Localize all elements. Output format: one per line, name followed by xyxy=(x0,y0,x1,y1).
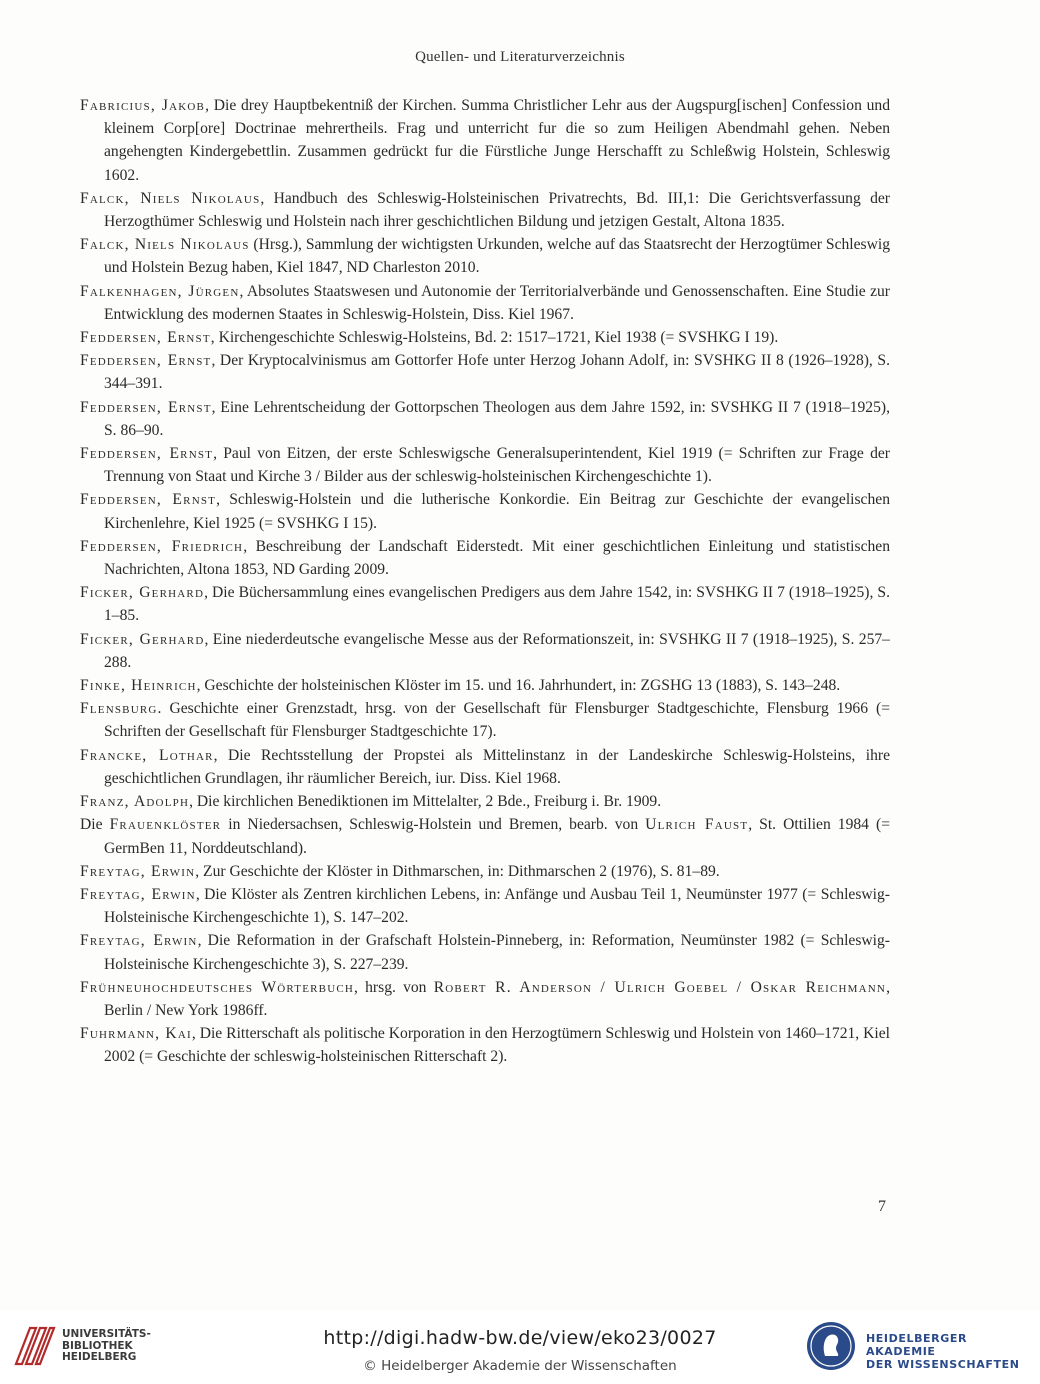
entry-text: in Niedersachsen, Schleswig-Holstein und Bremen, bearb. von xyxy=(221,816,646,834)
bibliography-entry xyxy=(80,860,890,883)
entry-author: Franz, Adolph xyxy=(80,793,190,811)
source-url-link[interactable]: http://digi.hadw-bw.de/view/eko23/0027 xyxy=(323,1327,717,1349)
bibliography-entry xyxy=(80,628,890,674)
bibliography-entry xyxy=(80,929,890,975)
entry-text: , Die kirchlichen Benediktionen im Mittelalter, 2 Bde., Freiburg i. Br. 1909. xyxy=(189,793,662,811)
bibliography-list xyxy=(80,94,890,1069)
entry-text: , hrsg. von xyxy=(354,978,434,996)
academy-name-line2: DER WISSENSCHAFTEN xyxy=(866,1358,1020,1371)
entry-author: Feddersen, Ernst xyxy=(80,398,212,416)
entry-text: , Beschreibung der Landschaft Eiderstedt. Mit einer geschichtlichen Einleitung und statistischen Nachrichten, Altona 1853, ND Garding 2009. xyxy=(104,537,891,579)
entry-author: Ficker, Gerhard xyxy=(80,584,205,602)
entry-text-2: , St. Ottilien 1984 (= GermBen 11, Norddeutschland). xyxy=(104,816,890,857)
bibliography-entry xyxy=(80,697,890,743)
entry-author: Freytag, Erwin xyxy=(80,932,198,950)
entry-text: , Kirchengeschichte Schleswig-Holsteins, Bd. 2: 1517–1721, Kiel 1938 (= SVSHKG I 19). xyxy=(210,329,779,347)
entry-text: , Die Reformation in der Grafschaft Holstein-Pinneberg, in: Reformation, Neumünster 1982 (= Schleswig-Holsteinische Kirchengeschichte 3), S. 227–239. xyxy=(104,932,890,973)
entry-author: Freytag, Erwin xyxy=(80,885,196,903)
entry-text: . Geschichte einer Grenzstadt, hrsg. von der Gesellschaft für Flensburger Stadtgeschichte, Flensburg 1966 (= Schriften der Gesellschaft für Flensburger Stadtgeschichte 17). xyxy=(104,700,890,741)
bibliography-entry xyxy=(80,674,890,697)
entry-text: , Der Kryptocalvinismus am Gottorfer Hofe unter Herzog Johann Adolf, in: SVSHKG II 8 (1926–1928), S. 344–391. xyxy=(104,352,890,393)
entry-author: Feddersen, Ernst xyxy=(80,329,211,347)
entry-author: Falkenhagen, Jürgen xyxy=(80,282,240,300)
entry-author: Ficker, Gerhard xyxy=(80,630,205,648)
bibliography-entry xyxy=(80,1022,890,1068)
university-library-name: UNIVERSITÄTS- BIBLIOTHEK HEIDELBERG xyxy=(62,1328,151,1363)
footer xyxy=(0,1310,1040,1384)
bibliography-entry xyxy=(80,535,890,581)
entry-author: Feddersen, Friedrich xyxy=(80,537,244,555)
entry-text: , Zur Geschichte der Klöster in Dithmarschen, in: Dithmarschen 2 (1976), S. 81–89. xyxy=(195,862,720,880)
academy-seal-icon xyxy=(805,1320,857,1372)
running-title: Quellen- und Literaturverzeichnis xyxy=(415,49,625,65)
copyright-notice: © Heidelberger Akademie der Wissenschaften xyxy=(363,1358,677,1374)
entry-author: Feddersen, Ernst xyxy=(80,445,214,463)
entry-text: , Die Büchersammlung eines evangelischen Predigers aus dem Jahre 1542, in: SVSHKG II 7 (1918–1925), S. 1–85. xyxy=(104,584,890,625)
bibliography-entry xyxy=(80,488,890,534)
page-number: 7 xyxy=(878,1198,886,1215)
entry-author: Francke, Lothar xyxy=(80,746,214,764)
entry-prefix: Die xyxy=(80,816,110,834)
bibliography-entry xyxy=(80,280,890,326)
entry-text: , Eine Lehrentscheidung der Gottorpschen Theologen aus dem Jahre 1592, in: SVSHKG II 7 (1918–1925), S. 86–90. xyxy=(104,398,890,439)
entry-author: Falck, Niels Nikolaus xyxy=(80,189,261,207)
entry-author-2: Ulrich Faust xyxy=(645,816,749,834)
entry-text: , Die Klöster als Zentren kirchlichen Lebens, in: Anfänge und Ausbau Teil 1, Neumünster 1977 (= Schleswig-Holsteinische Kirchengeschichte 1), S. 147–202. xyxy=(104,885,890,927)
bibliography-entry xyxy=(80,442,890,488)
entry-text: , Absolutes Staatswesen und Autonomie der Territorialverbände und Genossenschaften. Eine Studie zur Entwicklung des modernen Staates in Schleswig-Holstein, Diss. Kiel 1967. xyxy=(104,282,890,323)
bibliography-entry xyxy=(80,94,890,187)
bibliography-entry xyxy=(80,883,890,929)
bibliography-entry xyxy=(80,349,890,395)
entry-text: , Die Rechtsstellung der Propstei als Mittelinstanz in der Landeskirche Schleswig-Holsteins, ihre geschichtlichen Grundlagen, ihr räumlicher Bereich, iur. Diss. Kiel 1968. xyxy=(104,746,890,787)
entry-author: Fuhrmann, Kai xyxy=(80,1025,192,1043)
entry-text-2: , Berlin / New York 1986ff. xyxy=(104,978,890,1019)
entry-author: Falck, Niels Nikolaus xyxy=(80,236,250,254)
entry-text: , Eine niederdeutsche evangelische Messe aus der Reformationszeit, in: SVSHKG II 7 (1918–1925), S. 257–288. xyxy=(104,630,890,671)
entry-text: (Hrsg.), Sammlung der wichtigsten Urkunden, welche auf das Staatsrecht der Herzogtümer Schleswig und Holstein Bezug haben, Kiel 1847, ND Charleston 2010. xyxy=(104,236,890,277)
entry-text: , Geschichte der holsteinischen Klöster im 15. und 16. Jahrhundert, in: ZGSHG 13 (1883), S. 143–248. xyxy=(196,677,841,695)
entry-author-2: Robert R. Anderson / Ulrich Goebel / Oskar Reichmann xyxy=(433,978,887,996)
entry-text: , Die Ritterschaft als politische Korporation in den Herzogtümern Schleswig und Holstein von 1460–1721, Kiel 2002 (= Geschichte der schleswig-holsteinischen Ritterschaft 2). xyxy=(104,1025,890,1066)
entry-text: , Die drey Hauptbekentniß der Kirchen. Summa Christlicher Lehr aus der Augspurg[ischen] Confession und kleinem Corp[ore] Doctrinae mehrertheils. Frag und unterricht fur die so zum Heiligen Abendmahl gehen. Neben angehengten Kindergebettlin. Zusammen gedrückt fur die Fürstliche Junge Herschafft zu Schleßwig Holstein, Schleswig 1602. xyxy=(104,97,890,184)
entry-text: , Handbuch des Schleswig-Holsteinischen Privatrechts, Bd. III,1: Die Gerichtsverfassung der Herzogthümer Schleswig und Holstein nach ihrer geschichtlichen Bildung und jetzigen Gestalt, Altona 1835. xyxy=(104,189,890,231)
academy-name-line1: HEIDELBERGER AKADEMIE xyxy=(866,1332,968,1358)
entry-text: , Paul von Eitzen, der erste Schleswigsche Generalsuperintendent, Kiel 1919 (= Schriften zur Frage der Trennung von Staat und Kirche 3 / Bilder aus der schleswig-holsteinischen Kirchengeschichte 1). xyxy=(104,445,890,486)
entry-author: Flensburg xyxy=(80,700,158,718)
entry-author: Fabricius, Jakob xyxy=(80,97,206,114)
entry-author: Finke, Heinrich xyxy=(80,677,197,695)
entry-author: Frühneuhochdeutsches Wörterbuch xyxy=(80,978,355,996)
entry-author: Feddersen, Ernst xyxy=(80,491,217,509)
bibliography-entry xyxy=(80,976,890,1022)
bibliography-entry xyxy=(80,744,890,790)
bibliography-entry xyxy=(80,790,890,813)
bibliography-entry xyxy=(80,396,890,442)
bibliography-entry xyxy=(80,187,890,233)
bibliography-entry xyxy=(80,326,890,349)
entry-author: Frauenklöster xyxy=(109,816,222,834)
entry-text: , Schleswig-Holstein und die lutherische Konkordie. Ein Beitrag zur Geschichte der evangelischen Kirchenlehre, Kiel 1925 (= SVSHKG I 15). xyxy=(104,491,890,532)
entry-author: Feddersen, Ernst xyxy=(80,352,212,370)
bibliography-entry xyxy=(80,813,890,859)
entry-author: Freytag, Erwin xyxy=(80,862,196,880)
academy-name xyxy=(866,1332,1040,1371)
bibliography-entry xyxy=(80,233,890,279)
bibliography-entry xyxy=(80,581,890,627)
